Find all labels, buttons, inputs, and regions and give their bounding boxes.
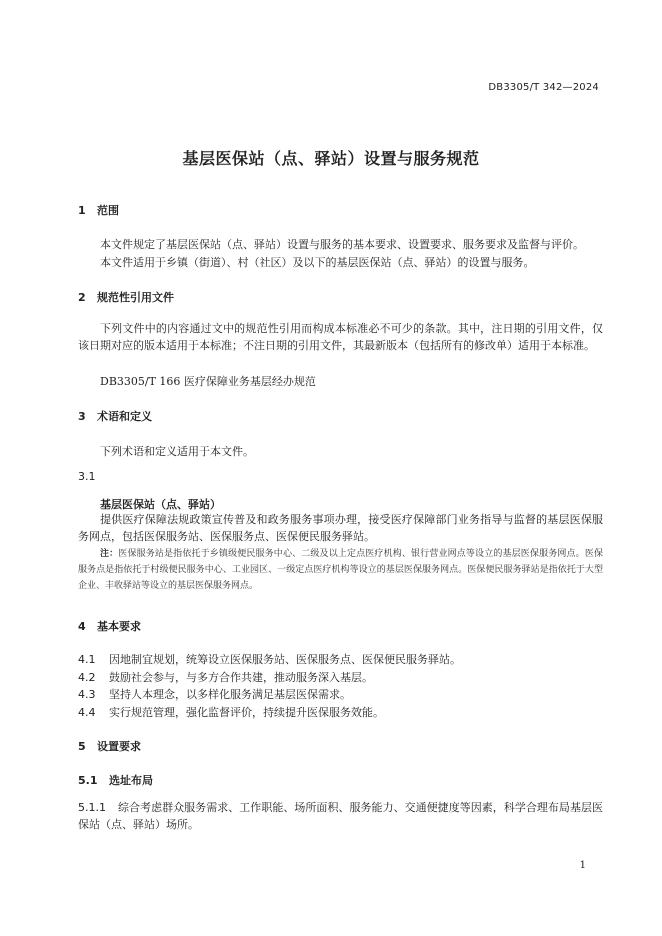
normative-reference-item: DB3305/T 166 医疗保障业务基层经办规范 [100, 375, 316, 388]
term-name: 基层医保站（点、驿站） [100, 498, 221, 511]
page-number: 1 [579, 860, 586, 871]
requirement-item [78, 686, 351, 702]
requirement-number: 4.4 [78, 706, 96, 719]
requirement-text: 因地制宜规划，统筹设立医保服务站、医保服务点、医保便民服务驿站。 [109, 653, 461, 666]
scope-paragraph-2: 本文件适用于乡镇（街道）、村（社区）及以下的基层医保站（点、驿站）的设置与服务。 [100, 256, 535, 269]
section-number: 1 [78, 204, 86, 217]
section-number: 5 [78, 740, 86, 753]
subsection-heading-site-layout [78, 772, 153, 788]
section-title: 规范性引用文件 [97, 291, 174, 304]
section-heading-terms [78, 408, 152, 424]
clause-5-1-1 [78, 799, 603, 833]
normative-references-paragraph: 下列文件中的内容通过文中的规范性引用而构成本标准必不可少的条款。其中，注日期的引用文件，仅该日期对应的版本适用于本标准；不注日期的引用文件，其最新版本（包括所有的修改单）适用于本标准。 [78, 322, 603, 352]
subsection-title: 选址布局 [109, 774, 153, 787]
requirement-number: 4.2 [78, 671, 96, 684]
scope-paragraph-1: 本文件规定了基层医保站（点、驿站）设置与服务的基本要求、设置要求、服务要求及监督与评价。 [100, 238, 584, 251]
section-title: 设置要求 [97, 740, 141, 753]
section-title: 术语和定义 [97, 410, 152, 423]
requirement-item [78, 704, 384, 720]
section-heading-setup-requirements [78, 738, 141, 754]
term-note [78, 546, 603, 594]
requirement-number: 4.1 [78, 653, 96, 666]
section-number: 4 [78, 620, 86, 633]
section-number: 3 [78, 410, 86, 423]
section-heading-basic-requirements [78, 618, 141, 634]
term-number: 3.1 [78, 470, 96, 483]
note-label: 注： [100, 549, 119, 559]
standard-code: DB3305/T 342—2024 [488, 82, 599, 93]
note-text: 医保服务站是指依托于乡镇级便民服务中心、二级及以上定点医疗机构、银行营业网点等设立的基层医保服务网点。医保服务点是指依托于村级便民服务中心、工业园区、一级定点医疗机构等设立的基层医保服务网点。医保便民服务驿站是指依托于大型企业、丰收驿站等设立的基层医保服务网点。 [78, 549, 603, 591]
section-title: 基本要求 [97, 620, 141, 633]
section-title: 范围 [97, 204, 119, 217]
requirement-text: 鼓励社会参与，与多方合作共建，推动服务深入基层。 [109, 671, 373, 684]
subsection-number: 5.1 [78, 774, 98, 787]
requirement-item [78, 651, 461, 667]
section-heading-scope [78, 202, 119, 218]
requirement-item [78, 669, 373, 685]
requirement-text: 实行规范管理，强化监督评价，持续提升医保服务效能。 [109, 706, 384, 719]
clause-text: 综合考虑群众服务需求、工作职能、场所面积、服务能力、交通便捷度等因素，科学合理布局基层医保站（点、驿站）场所。 [78, 801, 603, 831]
terms-intro: 下列术语和定义适用于本文件。 [100, 445, 254, 458]
document-title: 基层医保站（点、驿站）设置与服务规范 [182, 149, 480, 168]
section-heading-normative-references [78, 289, 174, 305]
requirement-number: 4.3 [78, 688, 96, 701]
requirement-text: 坚持人本理念，以多样化服务满足基层医保需求。 [109, 688, 351, 701]
section-number: 2 [78, 291, 86, 304]
clause-number: 5.1.1 [78, 801, 106, 814]
term-definition: 提供医疗保障法规政策宣传普及和政务服务事项办理，接受医疗保障部门业务指导与监督的基层医保服务网点，包括医保服务站、医保服务点、医保便民服务驿站。 [78, 513, 603, 543]
